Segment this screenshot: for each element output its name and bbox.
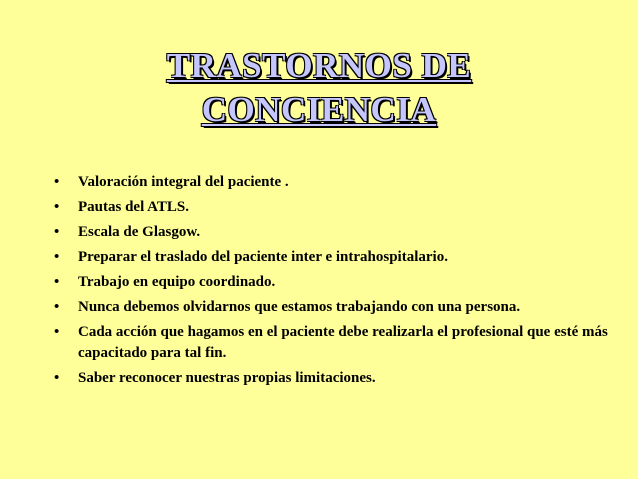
- bullet-text: Saber reconocer nuestras propias limitaciones.: [78, 370, 376, 386]
- bullet-item: [54, 272, 624, 293]
- bullet-text: Nunca debemos olvidarnos que estamos trabajando con una persona.: [78, 299, 521, 315]
- bullet-icon: •: [54, 199, 60, 215]
- slide-title: [0, 44, 638, 132]
- bullet-list: [54, 172, 624, 393]
- bullet-text: Preparar el traslado del paciente inter e intrahospitalario.: [78, 249, 448, 265]
- bullet-item: [54, 197, 624, 218]
- bullet-icon: •: [54, 370, 60, 386]
- bullet-text: Pautas del ATLS.: [78, 199, 189, 215]
- bullet-item: [54, 172, 624, 193]
- slide-title-line-2: CONCIENCIA: [201, 90, 437, 129]
- bullet-item: [54, 247, 624, 268]
- slide-title-line-1: TRASTORNOS DE: [166, 46, 472, 85]
- bullet-text: Escala de Glasgow.: [78, 224, 201, 240]
- bullet-icon: •: [54, 224, 60, 240]
- bullet-icon: •: [54, 174, 60, 190]
- bullet-text: Valoración integral del paciente .: [78, 174, 289, 190]
- bullet-icon: •: [54, 249, 60, 265]
- bullet-item: [54, 322, 624, 364]
- bullet-item: [54, 368, 624, 389]
- bullet-icon: •: [54, 299, 60, 315]
- bullet-icon: •: [54, 274, 60, 290]
- bullet-text: Trabajo en equipo coordinado.: [78, 274, 276, 290]
- bullet-item: [54, 297, 624, 318]
- bullet-text: Cada acción que hagamos en el paciente debe realizarla el profesional que esté más capacitado para tal fin.: [78, 324, 608, 361]
- bullet-icon: •: [54, 324, 60, 340]
- bullet-item: [54, 222, 624, 243]
